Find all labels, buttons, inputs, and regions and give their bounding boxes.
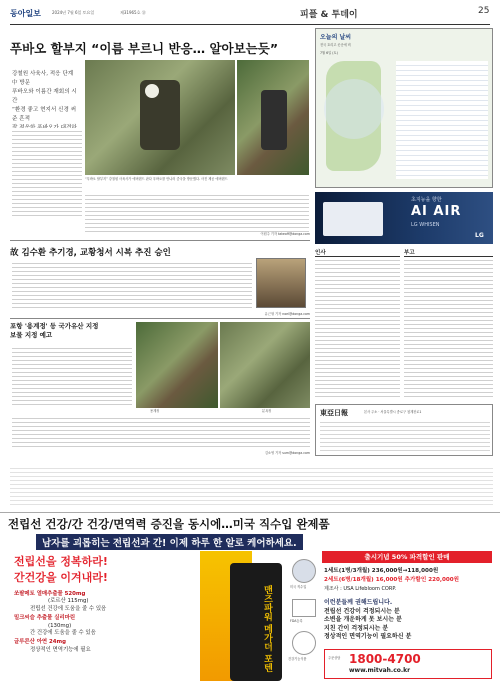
supplement-ad bbox=[0, 512, 500, 691]
panda-photo bbox=[85, 60, 235, 175]
page-number: 25 bbox=[478, 6, 490, 16]
story2-byline: 유근형 기자 noel@donga.com bbox=[264, 312, 310, 316]
point-0: 이런분들께 권해드립니다. bbox=[324, 599, 393, 606]
company-info bbox=[315, 404, 493, 456]
weather-box bbox=[315, 28, 493, 188]
lg-product: AI AIR bbox=[411, 204, 462, 219]
weather-subtitle: 전국 흐리고 곳곳에 비 bbox=[320, 43, 351, 47]
keeper-photo bbox=[237, 60, 309, 175]
story3-headline-line: 포항 '용계정' 등 국가유산 지정 bbox=[10, 322, 99, 330]
price-list bbox=[324, 567, 492, 594]
order-box bbox=[324, 649, 492, 679]
obituary-title: 부고 bbox=[404, 248, 493, 257]
appointments-column bbox=[315, 248, 400, 400]
photo-caption-1: 용계정 bbox=[150, 409, 160, 413]
lead-byline: 이원주 기자 takeoff@donga.com bbox=[260, 232, 310, 236]
lead-sub3: “환경 좋고 현지서 신경 써준 흔적 bbox=[12, 107, 77, 122]
ad-ingredients bbox=[14, 591, 189, 654]
weather-date: 7월 6일 (토) bbox=[320, 51, 338, 55]
lead-body bbox=[85, 192, 309, 232]
company-details: 본사 주소 · 서울특별시 종로구 청계천로1 bbox=[364, 410, 422, 414]
ad-item3: 글루콘산 아연 24mg bbox=[14, 639, 66, 646]
ad-item2-desc: 간 건강에 도움을 줄 수 있음 bbox=[30, 630, 96, 637]
obituary-body bbox=[404, 257, 493, 397]
appointments-body bbox=[315, 257, 400, 397]
yonggyejeong-photo bbox=[136, 322, 218, 408]
ad-points bbox=[324, 599, 492, 642]
lead-sub2: 푸바오와 이름간 재회의 시간 bbox=[12, 89, 77, 104]
ad-big2: 간건강을 이겨내라! bbox=[14, 571, 108, 584]
lead-caption: “푸바오 할부지” 강철원 사육사가 에버랜드 판다 푸바오를 만나러 중국을 방문했다. 사진 제공 에버랜드 bbox=[85, 177, 228, 181]
point-3: 지친 간이 걱정되시는 분 bbox=[324, 624, 389, 632]
story2-headline: 故 김수환 추기경, 교황청서 시복 추진 승인 bbox=[10, 248, 171, 258]
aircon-image bbox=[323, 202, 383, 236]
lead-body-left bbox=[12, 128, 82, 218]
order-url[interactable]: www.mitvah.co.kr bbox=[349, 667, 411, 674]
story3-sub: 보물 지정 예고 bbox=[10, 331, 53, 339]
lg-brand: LG WHISEN bbox=[411, 222, 440, 228]
cardinal-photo bbox=[256, 258, 306, 308]
story3-body-left bbox=[12, 345, 132, 405]
product-bottle bbox=[230, 563, 282, 681]
divider bbox=[10, 318, 310, 319]
bottle-label: 맨즈파워 메가더 포텐 bbox=[262, 585, 272, 673]
story2-body bbox=[12, 260, 252, 310]
flag-badge-icon bbox=[292, 559, 316, 583]
point-2: 소변을 개운하게 못 보시는 분 bbox=[324, 616, 402, 623]
badge-health: 건강기능식품 bbox=[288, 657, 307, 661]
health-food-icon bbox=[292, 631, 316, 655]
story3-body bbox=[12, 415, 310, 450]
obituary-column bbox=[404, 248, 493, 400]
weather-table bbox=[396, 61, 488, 179]
story3-headline bbox=[10, 322, 130, 340]
ad-item2: 밀크씨슬 추출물 실리마린 bbox=[14, 615, 76, 622]
header-rule bbox=[10, 24, 490, 25]
price-2: 2세트(6병/18개월) 16,000원 추가할인 220,000원 bbox=[324, 577, 460, 583]
ad-item2-sub: (130mg) bbox=[48, 622, 72, 629]
lead-sub1: 강철원 사육사, 적응 단계 中 방문 bbox=[12, 71, 74, 86]
notice-strip bbox=[10, 465, 493, 505]
point-4: 정상적인 면역기능이 필요하신 분 bbox=[324, 633, 412, 640]
ad-item1: 쏘팔메토 열매추출물 520mg bbox=[14, 591, 86, 597]
ad-subhead: 남자를 괴롭히는 전립선과 간! 이제 하루 한 알로 케어하세요. bbox=[36, 534, 303, 550]
section-title: 피플 & 투데이 bbox=[300, 10, 358, 20]
story3-byline: 김소영 기자 sum@donga.com bbox=[264, 451, 310, 455]
issue-date: 2024년 7월 6일 토요일 bbox=[52, 10, 95, 15]
ad-headline: 전립선 건강/간 건강/면역력 증진을 동시에…미국 직수입 완제품 bbox=[8, 517, 330, 531]
tel-label: 주문상담 bbox=[328, 656, 341, 660]
lg-tagline: 초지능을 향한 bbox=[411, 197, 442, 203]
divider bbox=[10, 240, 310, 241]
lead-headline: 푸바오 할부지 “이름 부르니 반응… 알아보는듯” bbox=[10, 41, 279, 56]
lg-logo: LG bbox=[475, 232, 484, 239]
badge-fda: FDA등록 bbox=[290, 619, 303, 623]
fda-icon bbox=[292, 599, 316, 617]
appointments-title: 인사 bbox=[315, 248, 400, 257]
ad-item1-sub: (로르산 115mg) bbox=[48, 598, 89, 605]
badge-import: 미국 직수입 bbox=[290, 585, 307, 589]
point-1: 전립선 건강이 걱정되시는 분 bbox=[324, 607, 400, 615]
weather-title: 오늘의 날씨 bbox=[320, 34, 352, 41]
ad-big1: 전립선을 정복하라! bbox=[14, 555, 108, 568]
order-tel[interactable]: 1800-4700 bbox=[349, 652, 421, 666]
sale-banner: 출시기념 50% 파격할인 판매 bbox=[322, 551, 492, 563]
ad-item1-desc: 전립선 건강에 도움을 줄 수 있음 bbox=[30, 605, 107, 612]
price-1: 1세트(1병/3개월) 236,000원→118,000원 bbox=[324, 568, 439, 574]
rain-area bbox=[324, 79, 384, 139]
ad-item3-desc: 정상적인 면역기능에 필요 bbox=[30, 646, 91, 653]
issue-number: 제31965호 ⑬ bbox=[120, 10, 146, 15]
company-title: 東亞日報 bbox=[320, 408, 348, 417]
photo-caption-2: 분옥정 bbox=[262, 409, 272, 413]
company-lines bbox=[320, 419, 490, 453]
lg-ad bbox=[315, 192, 493, 244]
maker: 제조사 : USA Lifebloom CORP. bbox=[324, 586, 397, 592]
paper-logo: 동아일보 bbox=[10, 9, 41, 18]
bunokjeong-photo bbox=[220, 322, 310, 408]
page-header bbox=[0, 0, 500, 26]
